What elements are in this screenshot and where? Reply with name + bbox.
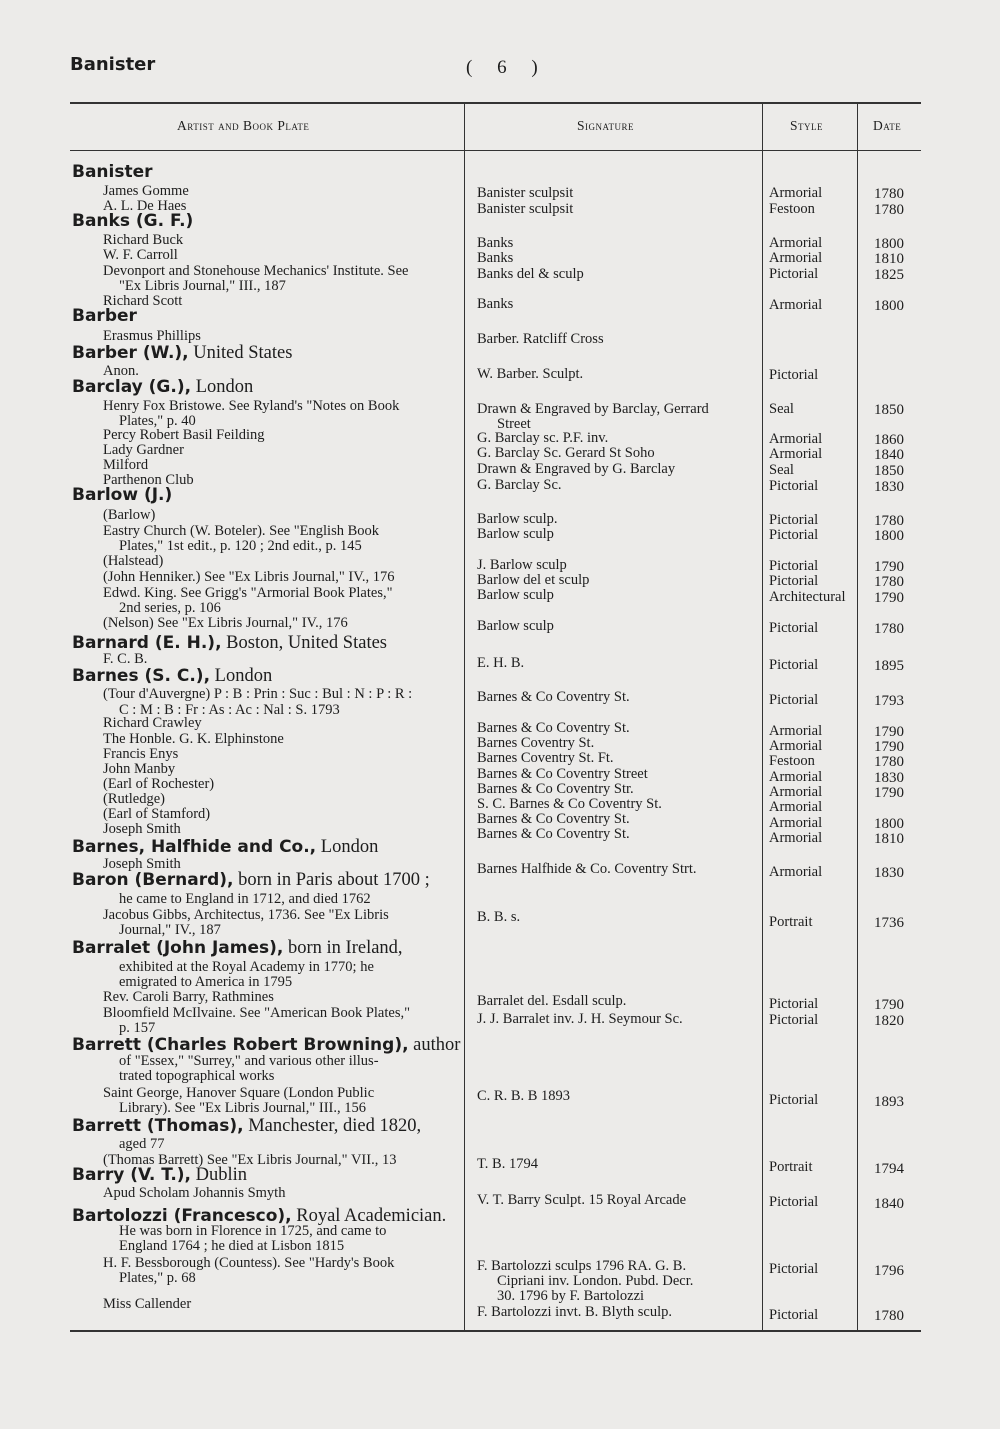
artist-description: Boston, United States: [221, 633, 388, 653]
style-entry: Pictorial: [769, 527, 819, 543]
book-plate-owner: Joseph Smith: [103, 856, 181, 872]
artist-heading: [72, 1036, 460, 1055]
book-plate-owner: Henry Fox Bristowe. See Ryland's "Notes on Book: [103, 398, 400, 414]
style-entry: Armorial: [769, 864, 823, 880]
book-plate-owner: Apud Scholam Johannis Smyth: [103, 1185, 286, 1201]
signature-entry: W. Barber. Sculpt.: [477, 366, 584, 382]
book-plate-owner: Erasmus Phillips: [103, 328, 201, 344]
style-entry: Pictorial: [769, 1012, 819, 1028]
book-plate-continuation: C : M : B : Fr : As : Ac : Nal : S. 1793: [119, 702, 340, 718]
book-plate-continuation: exhibited at the Royal Academy in 1770; he: [119, 959, 374, 975]
artist-heading: [72, 939, 403, 958]
column-divider-style: [762, 103, 763, 1330]
book-plate-continuation: Plates," 1st edit., p. 120 ; 2nd edit., p. 145: [119, 538, 362, 554]
signature-entry: J. Barlow sculp: [477, 557, 567, 573]
book-plate-owner: (Earl of Stamford): [103, 806, 211, 822]
artist-name: Barber: [72, 306, 137, 326]
date-entry: 1830: [874, 865, 904, 881]
signature-entry: Banks: [477, 250, 514, 266]
date-entry: 1736: [874, 915, 904, 931]
signature-entry: Cipriani inv. London. Pubd. Decr.: [497, 1273, 694, 1289]
artist-description: Dublin: [191, 1165, 248, 1185]
book-plate-owner: Miss Callender: [103, 1296, 192, 1312]
artist-description: born in Paris about 1700 ;: [233, 870, 430, 890]
style-entry: Armorial: [769, 830, 823, 846]
artist-name: Banks (G. F.): [72, 211, 194, 231]
book-plate-owner: A. L. De Haes: [103, 198, 187, 214]
date-entry: 1800: [874, 528, 904, 544]
date-entry: 1820: [874, 1013, 904, 1029]
date-entry: 1790: [874, 785, 904, 801]
style-entry: Armorial: [769, 784, 823, 800]
style-entry: Pictorial: [769, 367, 819, 383]
date-entry: 1780: [874, 186, 904, 202]
column-header-style: Style: [790, 118, 824, 133]
signature-entry: Barnes Coventry St. Ft.: [477, 750, 614, 766]
date-entry: 1780: [874, 1308, 904, 1324]
book-plate-owner: F. C. B.: [103, 651, 148, 667]
artist-heading: [72, 871, 430, 890]
signature-entry: G. Barclay Sc. Gerard St Soho: [477, 445, 655, 461]
book-plate-owner: Saint George, Hanover Square (London Public: [103, 1085, 375, 1101]
column-header-date: Date: [873, 118, 902, 133]
date-entry: 1780: [874, 754, 904, 770]
table-top-rule: [70, 102, 921, 104]
date-entry: 1893: [874, 1094, 904, 1110]
style-entry: Armorial: [769, 799, 823, 815]
date-entry: 1780: [874, 513, 904, 529]
date-entry: 1800: [874, 298, 904, 314]
book-plate-owner: (Barlow): [103, 507, 156, 523]
style-entry: Armorial: [769, 446, 823, 462]
signature-entry: Banks: [477, 235, 514, 251]
artist-heading: [72, 667, 272, 686]
style-entry: Pictorial: [769, 573, 819, 589]
book-plate-continuation: 2nd series, p. 106: [119, 600, 221, 616]
style-entry: Seal: [769, 401, 794, 417]
book-plate-owner: Francis Enys: [103, 746, 179, 762]
book-plate-owner: Percy Robert Basil Feilding: [103, 427, 265, 443]
book-plate-owner: (Earl of Rochester): [103, 776, 215, 792]
page-number: ( 6 ): [466, 57, 548, 78]
book-plate-owner: Richard Buck: [103, 232, 184, 248]
style-entry: Armorial: [769, 431, 823, 447]
book-plate-continuation: Plates," p. 68: [119, 1270, 196, 1286]
artist-heading: [72, 378, 253, 397]
style-entry: Festoon: [769, 753, 815, 769]
style-entry: Portrait: [769, 914, 813, 930]
style-entry: Armorial: [769, 738, 823, 754]
style-entry: Pictorial: [769, 657, 819, 673]
date-entry: 1860: [874, 432, 904, 448]
signature-entry: Barlow sculp: [477, 526, 554, 542]
signature-entry: Barnes Coventry St.: [477, 735, 595, 751]
book-plate-owner: Jacobus Gibbs, Architectus, 1736. See "Ex Libris: [103, 907, 389, 923]
artist-name: Barnes (S. C.),: [72, 666, 211, 686]
table-header-rule: [70, 150, 921, 151]
book-plate-owner: (Tour d'Auvergne) P : B : Prin : Suc : Bul : N : P : R :: [103, 686, 413, 702]
book-plate-continuation: He was born in Florence in 1725, and came to: [119, 1223, 387, 1239]
artist-description: United States: [188, 343, 293, 363]
style-entry: Pictorial: [769, 478, 819, 494]
signature-entry: Barlow sculp.: [477, 511, 558, 527]
style-entry: Architectural: [769, 589, 846, 605]
signature-entry: G. Barclay Sc.: [477, 477, 562, 493]
artist-heading: [72, 344, 292, 363]
signature-entry: Street: [497, 416, 531, 432]
book-plate-owner: Devonport and Stonehouse Mechanics' Institute. See: [103, 263, 409, 279]
date-entry: 1800: [874, 816, 904, 832]
artist-name: Barlow (J.): [72, 485, 173, 505]
signature-entry: 30. 1796 by F. Bartolozzi: [497, 1288, 645, 1304]
book-plate-continuation: Library). See "Ex Libris Journal," III., 156: [119, 1100, 366, 1116]
book-plate-continuation: aged 77: [119, 1136, 165, 1152]
artist-description: London: [210, 666, 273, 686]
book-plate-continuation: p. 157: [119, 1020, 156, 1036]
date-entry: 1794: [874, 1161, 904, 1177]
date-entry: 1850: [874, 463, 904, 479]
column-divider-date: [857, 103, 858, 1330]
column-header-artist: Artist and Book Plate: [177, 118, 310, 133]
book-plate-owner: (Rutledge): [103, 791, 166, 807]
signature-entry: G. Barclay sc. P.F. inv.: [477, 430, 609, 446]
date-entry: 1850: [874, 402, 904, 418]
artist-name: Barber (W.),: [72, 343, 189, 363]
style-entry: Pictorial: [769, 266, 819, 282]
date-entry: 1790: [874, 724, 904, 740]
artist-name: Banister: [72, 162, 153, 182]
artist-description: Manchester, died 1820,: [243, 1116, 422, 1136]
date-entry: 1840: [874, 447, 904, 463]
date-entry: 1790: [874, 739, 904, 755]
date-entry: 1810: [874, 251, 904, 267]
signature-entry: B. B. s.: [477, 909, 521, 925]
style-entry: Pictorial: [769, 1194, 819, 1210]
date-entry: 1830: [874, 770, 904, 786]
style-entry: Pictorial: [769, 558, 819, 574]
book-plate-continuation: of "Essex," "Surrey," and various other illus-: [119, 1053, 379, 1069]
artist-name: Barrett (Thomas),: [72, 1116, 244, 1136]
signature-entry: T. B. 1794: [477, 1156, 538, 1172]
book-plate-owner: James Gomme: [103, 183, 189, 199]
signature-entry: Drawn & Engraved by G. Barclay: [477, 461, 676, 477]
style-entry: Festoon: [769, 201, 815, 217]
style-entry: Armorial: [769, 815, 823, 831]
date-entry: 1780: [874, 202, 904, 218]
signature-entry: Banister sculpsit: [477, 201, 574, 217]
signature-entry: Banks: [477, 296, 514, 312]
artist-name: Barry (V. T.),: [72, 1165, 192, 1185]
date-entry: 1840: [874, 1196, 904, 1212]
book-plate-owner: (Thomas Barrett) See "Ex Libris Journal," VII., 13: [103, 1152, 397, 1168]
artist-name: Barnard (E. H.),: [72, 633, 222, 653]
artist-heading: [72, 634, 387, 653]
date-entry: 1790: [874, 590, 904, 606]
style-entry: Pictorial: [769, 692, 819, 708]
date-entry: 1780: [874, 574, 904, 590]
signature-entry: C. R. B. B 1893: [477, 1088, 571, 1104]
signature-entry: Barnes & Co Coventry St.: [477, 689, 630, 705]
date-entry: 1796: [874, 1263, 904, 1279]
book-plate-owner: Edwd. King. See Grigg's "Armorial Book Plates,": [103, 585, 393, 601]
signature-entry: Barnes & Co Coventry Str.: [477, 781, 634, 797]
artist-name: Barralet (John James),: [72, 938, 284, 958]
date-entry: 1790: [874, 997, 904, 1013]
artist-heading: [72, 308, 137, 325]
signature-entry: F. Bartolozzi invt. B. Blyth sculp.: [477, 1304, 672, 1320]
style-entry: Armorial: [769, 723, 823, 739]
date-entry: 1790: [874, 559, 904, 575]
book-plate-continuation: England 1764 ; he died at Lisbon 1815: [119, 1238, 345, 1254]
signature-entry: Barlow sculp: [477, 587, 554, 603]
signature-entry: Drawn & Engraved by Barclay, Gerrard: [477, 401, 709, 417]
signature-entry: J. J. Barralet inv. J. H. Seymour Sc.: [477, 1011, 683, 1027]
book-plate-owner: (John Henniker.) See "Ex Libris Journal," IV., 176: [103, 569, 395, 585]
book-plate-owner: (Nelson) See "Ex Libris Journal," IV., 176: [103, 615, 348, 631]
signature-entry: Barnes & Co Coventry Street: [477, 766, 648, 782]
signature-entry: Barnes & Co Coventry St.: [477, 826, 630, 842]
date-entry: 1793: [874, 693, 904, 709]
signature-entry: Barralet del. Esdall sculp.: [477, 993, 627, 1009]
artist-heading: [72, 213, 193, 230]
running-title: Banister: [70, 54, 156, 75]
signature-entry: S. C. Barnes & Co Coventry St.: [477, 796, 662, 812]
book-plate-owner: H. F. Bessborough (Countess). See "Hardy's Book: [103, 1255, 395, 1271]
book-plate-owner: Bloomfield McIlvaine. See "American Book Plates,": [103, 1005, 411, 1021]
table-bottom-rule: [70, 1330, 921, 1332]
signature-entry: Barnes & Co Coventry St.: [477, 811, 630, 827]
signature-entry: Barnes & Co Coventry St.: [477, 720, 630, 736]
date-entry: 1780: [874, 621, 904, 637]
book-plate-owner: John Manby: [103, 761, 176, 777]
signature-entry: V. T. Barry Sculpt. 15 Royal Arcade: [477, 1192, 687, 1208]
book-plate-owner: W. F. Carroll: [103, 247, 178, 263]
book-plate-continuation: trated topographical works: [119, 1068, 275, 1084]
book-plate-continuation: Journal," IV., 187: [119, 922, 221, 938]
artist-description: Royal Academician.: [291, 1206, 447, 1226]
artist-name: Baron (Bernard),: [72, 870, 234, 890]
artist-name: Bartolozzi (Francesco),: [72, 1206, 292, 1226]
artist-name: Barclay (G.),: [72, 377, 192, 397]
style-entry: Armorial: [769, 769, 823, 785]
artist-heading: [72, 164, 153, 181]
style-entry: Pictorial: [769, 1092, 819, 1108]
artist-name: Barrett (Charles Robert Browning),: [72, 1035, 409, 1055]
style-entry: Portrait: [769, 1159, 813, 1175]
style-entry: Armorial: [769, 185, 823, 201]
book-plate-owner: Milford: [103, 457, 149, 473]
style-entry: Pictorial: [769, 620, 819, 636]
artist-heading: [72, 487, 172, 504]
style-entry: Pictorial: [769, 1307, 819, 1323]
date-entry: 1800: [874, 236, 904, 252]
book-plate-owner: (Halstead): [103, 553, 164, 569]
book-plate-owner: Richard Crawley: [103, 715, 202, 731]
column-divider-signature: [464, 103, 465, 1330]
artist-description: London: [191, 377, 254, 397]
signature-entry: F. Bartolozzi sculps 1796 RA. G. B.: [477, 1258, 687, 1274]
signature-entry: Barber. Ratcliff Cross: [477, 331, 604, 347]
book-plate-continuation: he came to England in 1712, and died 1762: [119, 891, 371, 907]
date-entry: 1825: [874, 267, 904, 283]
signature-entry: E. H. B.: [477, 655, 525, 671]
style-entry: Armorial: [769, 297, 823, 313]
book-plate-owner: Eastry Church (W. Boteler). See "English Book: [103, 523, 380, 539]
artist-description: born in Ireland,: [283, 938, 403, 958]
book-plate-owner: Anon.: [103, 363, 139, 379]
book-plate-owner: Parthenon Club: [103, 472, 194, 488]
artist-name: Barnes, Halfhide and Co.,: [72, 837, 317, 857]
style-entry: Pictorial: [769, 512, 819, 528]
style-entry: Pictorial: [769, 996, 819, 1012]
signature-entry: Barlow sculp: [477, 618, 554, 634]
date-entry: 1895: [874, 658, 904, 674]
book-plate-owner: Lady Gardner: [103, 442, 184, 458]
book-plate-owner: Richard Scott: [103, 293, 183, 309]
book-plate-continuation: Plates," p. 40: [119, 413, 196, 429]
artist-description: author: [408, 1035, 461, 1055]
signature-entry: Banks del & sculp: [477, 266, 584, 282]
book-plate-owner: Rev. Caroli Barry, Rathmines: [103, 989, 274, 1005]
column-header-signature: Signature: [577, 118, 635, 133]
style-entry: Seal: [769, 462, 794, 478]
style-entry: Pictorial: [769, 1261, 819, 1277]
artist-heading: [72, 1117, 421, 1136]
book-plate-owner: The Honble. G. K. Elphinstone: [103, 731, 284, 747]
book-plate-continuation: emigrated to America in 1795: [119, 974, 293, 990]
signature-entry: Banister sculpsit: [477, 185, 574, 201]
style-entry: Armorial: [769, 235, 823, 251]
artist-heading: [72, 838, 378, 857]
book-plate-continuation: "Ex Libris Journal," III., 187: [119, 278, 286, 294]
book-plate-owner: Joseph Smith: [103, 821, 181, 837]
artist-heading: [72, 1166, 247, 1185]
artist-description: London: [316, 837, 379, 857]
signature-entry: Barnes Halfhide & Co. Coventry Strt.: [477, 861, 697, 877]
date-entry: 1810: [874, 831, 904, 847]
date-entry: 1830: [874, 479, 904, 495]
signature-entry: Barlow del et sculp: [477, 572, 590, 588]
style-entry: Armorial: [769, 250, 823, 266]
